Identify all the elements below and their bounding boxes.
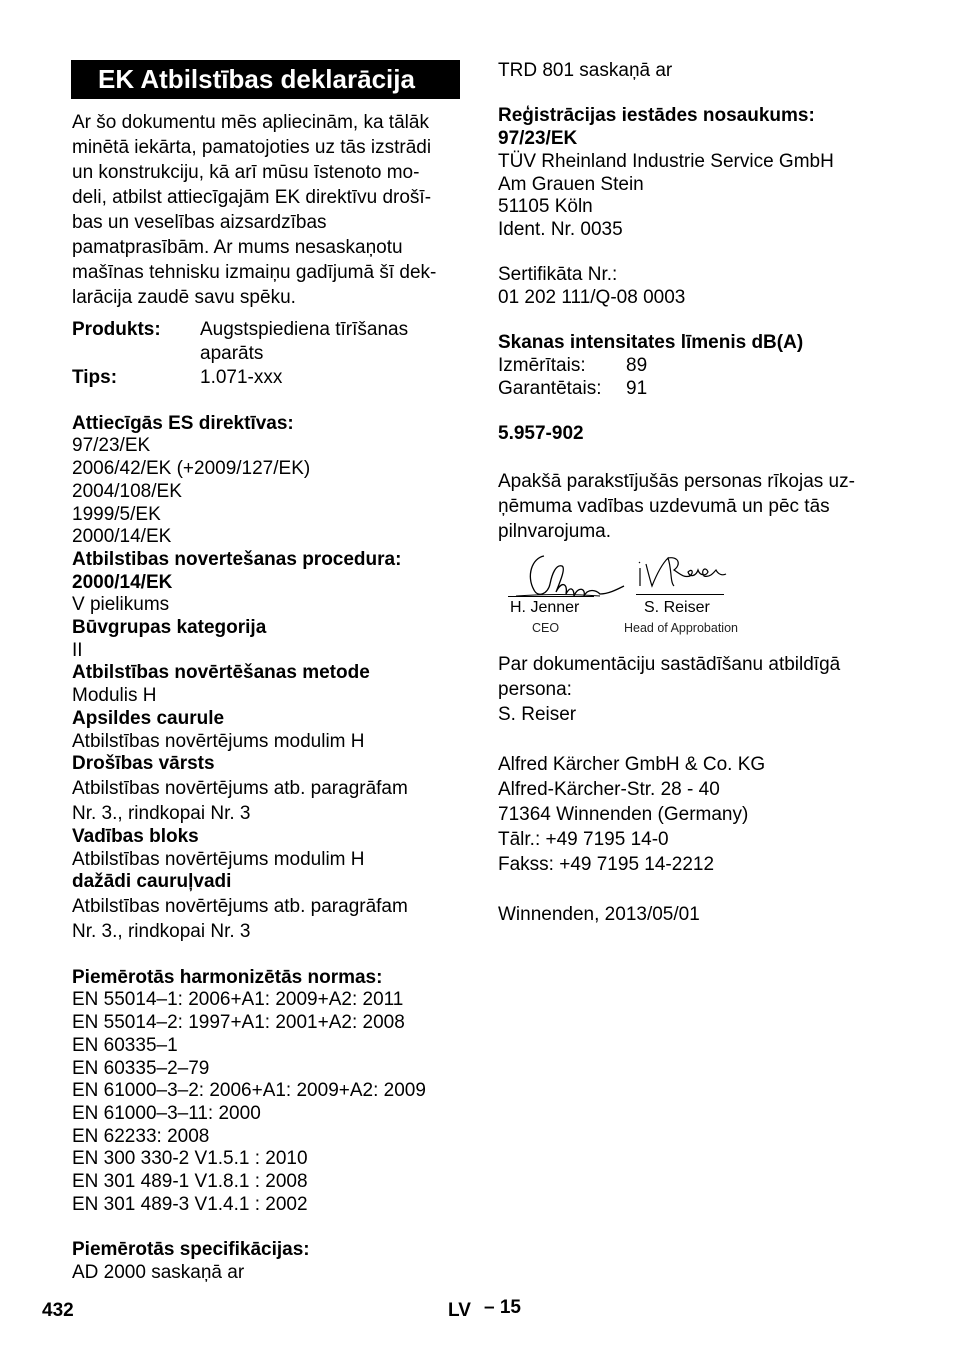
noise-heading: Skanas intensitates līmenis dB(A): [498, 332, 804, 354]
signatories-line: ņēmuma vadības uzdevumā un pēc tās: [498, 495, 830, 517]
safety-valve-heading: Drošības vārsts: [72, 753, 215, 775]
type-label: Tips:: [72, 367, 118, 388]
responsible-line: Par dokumentāciju sastādīšanu atbildīgā: [498, 653, 841, 675]
type-value: 1.071-xxx: [200, 367, 283, 388]
procedure-heading: 2000/14/EK: [72, 571, 173, 593]
company-line: Tālr.: +49 7195 14-0: [498, 828, 669, 850]
heating-pipe-heading: Apsildes caurule: [72, 707, 225, 729]
directive-item: 2004/108/EK: [72, 480, 182, 502]
certificate-label: Sertifikāta Nr.:: [498, 264, 618, 286]
specifications-value: AD 2000 saskaņā ar: [72, 1261, 245, 1283]
registration-line: 51105 Köln: [498, 196, 593, 218]
control-unit-section: [72, 826, 464, 871]
safety-valve-value: Atbilstības novērtējums atb. paragrāfam: [72, 777, 408, 799]
intro-line: un konstrukciju, kā arī mūsu īstenoto mo-: [72, 162, 420, 183]
harmonized-norms-section: [72, 967, 464, 1217]
procedure-heading: Atbilstibas novertešanas procedura:: [72, 548, 402, 570]
intro-line: Ar šo dokumentu mēs apliecinām, ka tālāk: [72, 112, 429, 133]
certificate-section: [498, 264, 898, 309]
pipelines-value: Nr. 3., rindkopai Nr. 3: [72, 921, 251, 943]
responsible-section: [498, 652, 898, 927]
control-unit-value: Atbilstības novērtējums modulim H: [72, 848, 365, 870]
signatories-line: pilnvarojuma.: [498, 520, 611, 542]
page-number: 432: [42, 1300, 74, 1321]
place-date: Winnenden, 2013/05/01: [498, 903, 700, 925]
noise-measured-label: Izmērītais:: [498, 355, 586, 377]
registration-section: [498, 105, 898, 241]
directives-heading: Attiecīgās ES direktīvas:: [72, 412, 294, 434]
directive-item: 2006/42/EK (+2009/127/EK): [72, 458, 311, 480]
product-table: [72, 318, 408, 390]
signatories-line: Apakšā parakstījušās personas rīkojas uz-: [498, 470, 855, 492]
certificate-value: 01 202 111/Q-08 0003: [498, 287, 686, 308]
reiser-signature: [634, 552, 730, 596]
building-group-section: [72, 617, 464, 662]
right-column: [498, 60, 898, 927]
registration-heading: 97/23/EK: [498, 128, 578, 150]
specifications-heading: Piemērotās specifikācijas:: [72, 1239, 310, 1261]
responsible-line: persona:: [498, 678, 572, 700]
directive-item: 2000/14/EK: [72, 526, 172, 548]
jenner-name: H. Jenner: [510, 598, 580, 616]
registration-heading: Reģistrācijas iestādes nosaukums:: [498, 105, 815, 127]
directives-section: [72, 413, 464, 549]
page-title: EK Atbilstības deklarācija: [71, 60, 460, 99]
norm-item: EN 300 330-2 V1.5.1 : 2010: [72, 1148, 308, 1170]
pipelines-value: Atbilstības novērtējums atb. paragrāfam: [72, 896, 408, 918]
norm-item: EN 55014–2: 1997+A1: 2001+A2: 2008: [72, 1012, 405, 1034]
document-number: 5.957-902: [498, 423, 584, 445]
product-value: [200, 318, 408, 366]
reiser-name: S. Reiser: [644, 598, 710, 616]
left-column: [72, 60, 464, 1285]
directive-item: 1999/5/EK: [72, 503, 161, 525]
norm-item: EN 60335–1: [72, 1034, 178, 1056]
noise-guaranteed-value: 91: [626, 377, 648, 399]
signatories-text: [498, 469, 898, 544]
noise-guaranteed-label: Garantētais:: [498, 377, 602, 399]
company-line: 71364 Winnenden (Germany): [498, 803, 749, 825]
company-line: Alfred-Kärcher-Str. 28 - 40: [498, 778, 720, 800]
safety-valve-section: [72, 753, 464, 826]
trd-line: TRD 801 saskaņā ar: [498, 60, 673, 81]
harmonized-norms-heading: Piemērotās harmonizētās normas:: [72, 966, 383, 988]
language-code: LV: [448, 1300, 471, 1321]
reiser-role: Head of Approbation: [624, 620, 738, 635]
product-label: Produkts:: [72, 319, 161, 340]
heating-pipe-section: [72, 708, 464, 753]
norm-item: EN 55014–1: 2006+A1: 2009+A2: 2011: [72, 989, 404, 1011]
pipelines-section: [72, 871, 464, 944]
noise-table: [498, 355, 647, 400]
procedure-value: V pielikums: [72, 594, 170, 616]
assessment-method-section: [72, 662, 464, 707]
intro-line: bas un veselības aizsardzības: [72, 212, 327, 233]
sub-page-number: – 15: [484, 1297, 521, 1318]
registration-line: Ident. Nr. 0035: [498, 218, 623, 240]
product-value-line: aparāts: [200, 343, 264, 364]
jenner-signature-line: [508, 596, 594, 597]
company-line: Alfred Kärcher GmbH & Co. KG: [498, 753, 766, 775]
assessment-method-value: Modulis H: [72, 685, 157, 707]
norm-item: EN 61000–3–11: 2000: [72, 1102, 261, 1124]
building-group-value: II: [72, 639, 83, 661]
intro-line: mašīnas tehnisku izmaiņu gadījumā šī dek-: [72, 262, 437, 283]
building-group-heading: Būvgrupas kategorija: [72, 617, 267, 639]
specifications-section: [72, 1239, 464, 1284]
heating-pipe-value: Atbilstības novērtējums modulim H: [72, 730, 365, 752]
intro-paragraph: [72, 110, 464, 310]
norm-item: EN 301 489-1 V1.8.1 : 2008: [72, 1171, 308, 1193]
intro-line: pamatprasībām. Ar mums nesaskaņotu: [72, 237, 403, 258]
intro-line: minētā iekārta, pamatojoties uz tās izstrādi: [72, 137, 432, 158]
norm-item: EN 60335–2–79: [72, 1057, 210, 1079]
control-unit-heading: Vadības bloks: [72, 825, 199, 847]
intro-line: larācija zaudē savu spēku.: [72, 287, 296, 308]
product-value-line: Augstspiediena tīrīšanas: [200, 319, 409, 340]
pipelines-heading: dažādi cauruļvadi: [72, 871, 232, 893]
noise-measured-value: 89: [626, 355, 648, 377]
reiser-signature-line: [636, 594, 724, 595]
jenner-role: CEO: [532, 620, 560, 635]
registration-line: TÜV Rheinland Industrie Service GmbH: [498, 150, 834, 172]
norm-item: EN 301 489-3 V1.4.1 : 2002: [72, 1193, 308, 1215]
signatures-block: [498, 550, 898, 640]
registration-line: Am Grauen Stein: [498, 173, 644, 195]
noise-section: [498, 332, 898, 400]
intro-line: deli, atbilst attiecīgajām EK direktīvu drošī-: [72, 187, 432, 208]
norm-item: EN 62233: 2008: [72, 1125, 210, 1147]
assessment-method-heading: Atbilstības novērtēšanas metode: [72, 662, 370, 684]
directive-item: 97/23/EK: [72, 435, 151, 457]
safety-valve-value: Nr. 3., rindkopai Nr. 3: [72, 802, 251, 824]
responsible-name: S. Reiser: [498, 703, 577, 725]
company-line: Fakss: +49 7195 14-2212: [498, 853, 715, 875]
procedure-section: [72, 549, 464, 617]
norm-item: EN 61000–3–2: 2006+A1: 2009+A2: 2009: [72, 1080, 426, 1102]
